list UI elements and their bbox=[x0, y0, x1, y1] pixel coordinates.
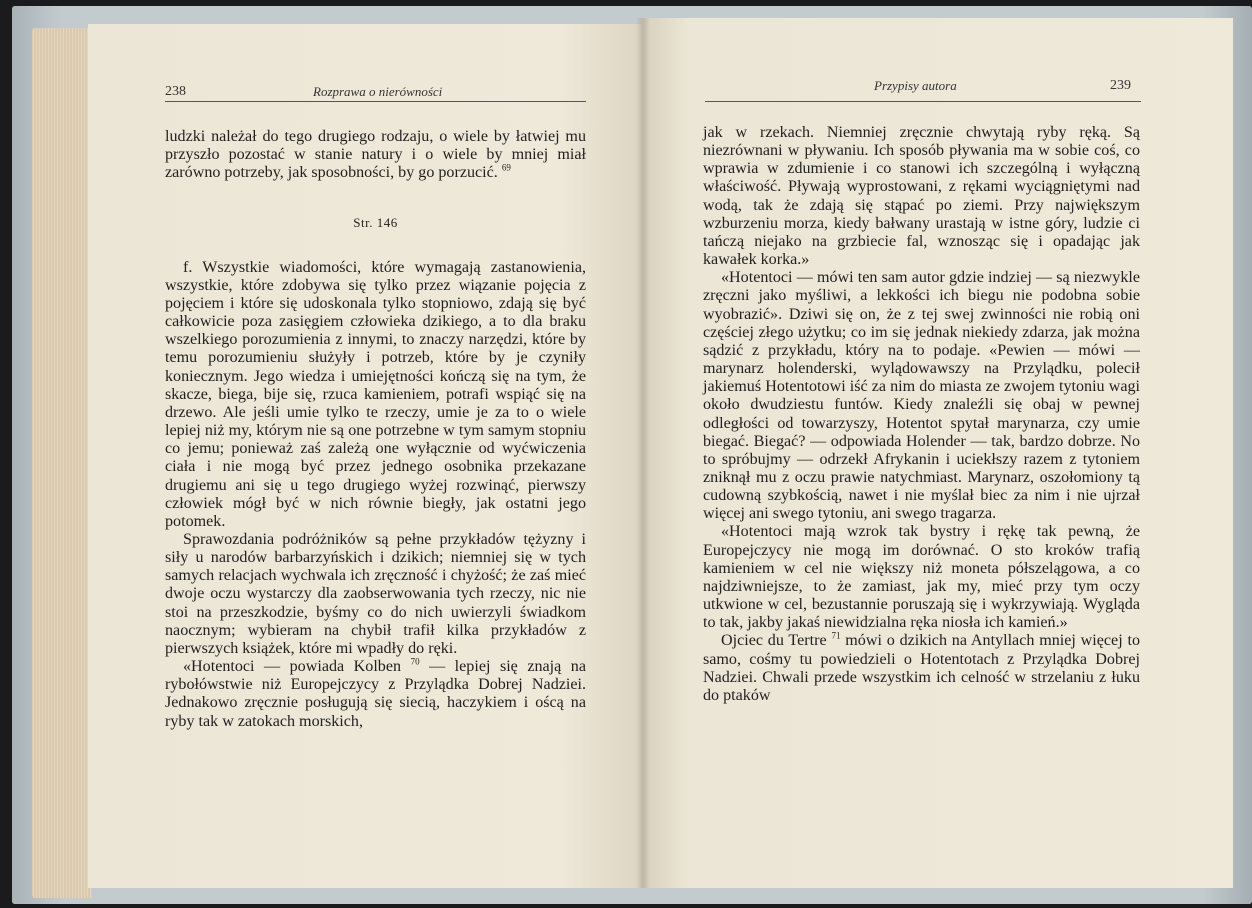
footnote-ref-71: 71 bbox=[831, 631, 841, 642]
right-page-number: 239 bbox=[1110, 78, 1131, 93]
left-page bbox=[88, 24, 641, 888]
right-page bbox=[641, 18, 1233, 888]
left-head-rule bbox=[165, 101, 586, 102]
book-gutter bbox=[636, 18, 650, 888]
right-page-body bbox=[703, 124, 1140, 705]
left-page-number: 238 bbox=[165, 84, 186, 99]
left-running-head: Rozprawa o nierówności bbox=[313, 84, 443, 99]
left-paragraph-1: ludzki należał do tego drugiego rodzaju, o wiele by łatwiej mu przyszło pozostać w stanie natury i o wiele by mniej miał zarówno potrzeby, jak sposobności, by go porzucić. $^{69}$ bbox=[165, 128, 586, 182]
right-paragraph-2: «Hotentoci — mówi ten sam autor gdzie indziej — są niezwykle zręczni jako myśliwi, a lekkości ich biegu nie podobna sobie wyobrazić». Dziwi się on, że z tej swej zwinności nie robią oni częściej złego użytku; co im się jednak niekiedy zdarza, jak można sądzić z przykładu, który na to podaje. «Pewien — mówi — marynarz holenderski, wylądowawszy na Przylądku, polecił jakiemuś Hotentotowi iść za nim do miasta ze zwojem tytoniu wagi około dwudziestu funtów. Kiedy znaleźli się obaj w pewnej odległości od towarzyszy, Hotentot spytał marynarza, czy umie biegać. Biegać? — odpowiada Holender — tak, bardzo dobrze. No to spróbujmy — odrzekł Afrykanin i uciekłszy razem z tytoniem zniknął mu z oczu prawie natychmiast. Marynarz, oszołomiony tą cudowną szybkością, nawet i nie myślał biec za nim i nie ujrzał więcej ani swego tytoniu, ani swego tragarza. bbox=[703, 269, 1140, 523]
left-paragraph-3: Sprawozdania podróżników są pełne przykładów tężyzny i siły u narodów barbarzyńskich i dzikich; niemniej się w tych samych relacjach wychwala ich zręczność i chyżość; że zaś mieć dwoje oczu wystarczy dla zaobserwowania tych rzeczy, nic nie stoi na przeszkodzie, byśmy co do nich uwierzyli świadkom naocznym; wybieram na chybił trafił kilka przykładów z pierwszych książek, które mi wpadły do ręki. bbox=[165, 530, 586, 657]
left-paragraph-4: «Hotentoci — powiada Kolben $^{70}$ — lepiej się znają na rybołówstwie niż Europejczycy z Przylądka Dobrej Nadziei. Jednakowo zręcznie posługują się siecią, haczykiem i oścą na ryby tak w zatokach morskich, bbox=[165, 656, 586, 730]
section-heading: Str. 146 bbox=[353, 215, 398, 231]
right-running-head: Przypisy autora bbox=[874, 78, 957, 93]
right-paragraph-4: Ojciec du Tertre $^{71}$ mówi o dzikich na Antyllach mniej więcej to samo, cośmy tu powiedzieli o Hotentotach z Przylądka Dobrej Nadziei. Chwali przede wszystkim ich celność w strzelaniu z łuku do ptaków bbox=[703, 631, 1141, 704]
right-head-rule bbox=[705, 101, 1141, 102]
left-page-body bbox=[165, 128, 586, 731]
left-paragraph-2: f. Wszystkie wiadomości, które wymagają zastanowienia, wszystkie, które zdobywa się tylko przez wiązanie pojęcia z pojęciem i które się udoskonala tylko stopniowo, zdają się być całkowicie poza zasięgiem człowieka dzikiego, a to dla braku wszelkiego porozumienia z innymi, to znaczy narzędzi, które by temu porozumieniu służyły i potrzeb, które by je czyniły koniecznym. Jego wiedza i umiejętności kończą się na tym, że skacze, biega, bije się, rzuca kamieniem, potrafi wspiąć się na drzewo. Ale jeśli umie tylko te rzeczy, umie je za to o wiele lepiej niż my, którym nie są one potrzebne w tym samym stopniu co jemu; ponieważ zaś zależą one wyłącznie od wyćwiczenia ciała i nie mogą być przez jednego osobnika przekazane drugiemu ani się u tego drugiego wyżej rozwinąć, pierwszy człowiek mógł być w nich równie biegły, jak ostatni jego potomek. bbox=[165, 258, 586, 530]
page-edges bbox=[32, 28, 92, 898]
footnote-ref-69: 69 bbox=[501, 162, 511, 173]
footnote-ref-70: 70 bbox=[410, 656, 420, 667]
right-paragraph-1: jak w rzekach. Niemniej zręcznie chwytają ryby ręką. Są niezrównani w pływaniu. Ich sposób pływania ma w sobie coś, co wprawia w zdumienie i co stanowi ich szczególną i wyłączną właściwość. Pływają wyprostowani, z rękami wyciągniętymi nad wodą, tak że zdają się stąpać po ziemi. Przy największym wzburzeniu morza, kiedy bałwany urastają w istne góry, ludzie ci tańczą niejako na grzbiecie fal, wznosząc się i opadając jak kawałek korka.» bbox=[703, 124, 1140, 269]
right-paragraph-3: «Hotentoci mają wzrok tak bystry i rękę tak pewną, że Europejczycy nie mogą im dorównać. O sto kroków trafią kamieniem w cel nie większy niż moneta półszelągowa, a co najdziwniejsze, to że zamiast, jak my, mieć przy tym oczy utkwione w cel, bezustannie poruszają się i wykrzywiają. Wygląda to tak, jakby jakaś niewidzialna ręka niosła ich kamień.» bbox=[703, 523, 1140, 632]
